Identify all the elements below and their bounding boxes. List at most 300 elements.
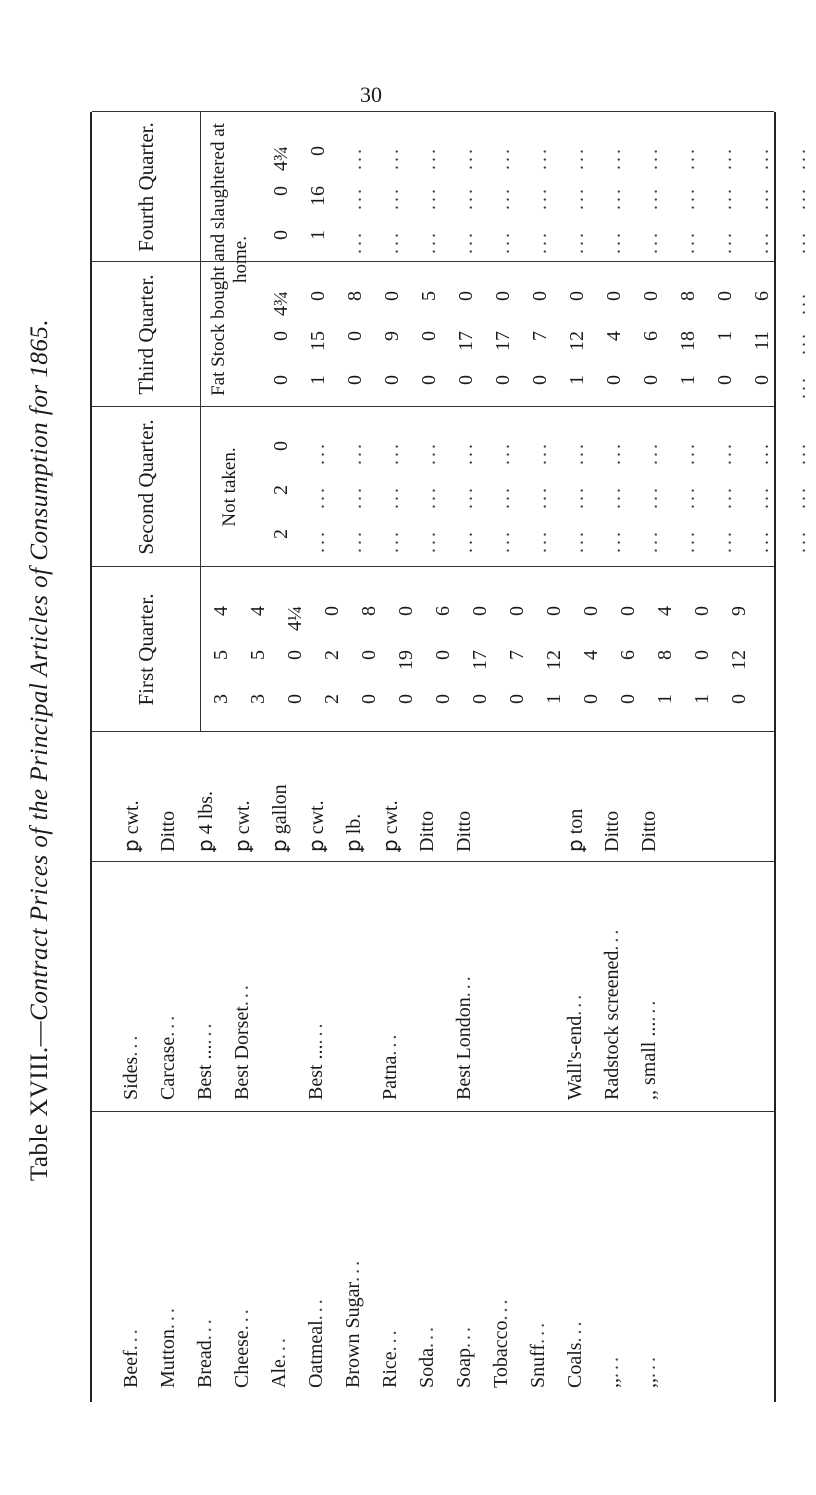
price-s-cell: ... [491,485,514,509]
price-d-cell: 0 [306,146,329,156]
table-row [447,862,481,1112]
price-d-cell: 4 [246,606,269,616]
price-s-cell: 12 [542,650,565,670]
price-s-cell: 19 [394,650,417,670]
table-row [595,862,629,1112]
table-row [597,407,631,567]
table-row [486,262,520,407]
third-quarter-column [92,261,810,407]
price-s-cell: ... [417,186,440,210]
table-row [264,407,298,567]
price-d-cell: 0 [565,291,588,301]
table-row [708,262,742,407]
table-row [114,732,148,862]
table-row [560,262,594,407]
table-row [373,732,407,862]
price-l-cell: 0 [431,694,454,704]
price-table-container [92,112,810,1402]
table-row [447,732,481,862]
first-quarter-column [92,566,774,732]
price-s-cell: 0 [283,650,306,660]
table-row [708,112,742,262]
table-row [558,732,592,862]
price-d-cell: 4¼ [283,606,306,631]
leader-dots: ... [452,973,475,998]
price-l-cell: 0 [394,694,417,704]
price-d-cell: 0 [602,291,625,301]
price-s-cell: ... [602,485,625,509]
table-row [597,112,631,262]
leader-dots: ... [415,1324,438,1348]
price-d-cell: ... [491,146,514,170]
price-l-cell: ... [565,230,588,254]
quality-cell: ,, small ... [637,1021,660,1100]
price-l-cell: ... [454,529,477,553]
price-l-cell: ... [343,529,366,553]
table-row [299,862,333,1112]
price-l-cell: 1 [306,230,329,240]
price-d-cell: 0 [542,606,565,616]
price-d-cell: 4¾ [269,146,292,171]
leader-dots: ... [304,1296,327,1321]
price-s-cell: 9 [380,331,403,341]
fat-stock-note: Fat Stock bought and slaughtered at home. [208,123,251,396]
price-l-cell: ... [491,529,514,553]
table-row [447,1112,481,1402]
price-s-cell: 2 [269,485,292,495]
price-d-cell: 6 [431,606,454,616]
price-s-cell: ... [713,186,736,210]
table-row [225,1112,259,1402]
price-d-cell: ... [454,146,477,170]
price-s-cell: 12 [727,650,750,670]
table-row [264,262,298,407]
price-l-cell: 0 [491,375,514,385]
price-l-cell: 0 [343,375,366,385]
price-d-cell: 0 [690,606,713,616]
table-title-prefix: Table XVIII.— [26,1020,53,1182]
price-l-cell: 1 [690,694,713,704]
price-l-cell: 0 [616,694,639,704]
quality-cell: Best Dorset [230,1006,253,1100]
price-d-cell: 0 [394,606,417,616]
table-row [484,862,518,1112]
table-row [299,732,333,862]
price-d-cell: ... [602,146,625,170]
price-s-cell: 8 [653,650,676,660]
price-s-cell: 16 [306,186,329,206]
leader-dots: ... [563,991,586,1016]
price-d-cell: ... [713,441,736,465]
price-l-cell: 0 [528,375,551,385]
price-d-cell: 4 [209,606,232,616]
price-l-cell: 0 [713,375,736,385]
unit-cell: ꝑ lb. [342,813,365,852]
price-l-cell: ... [565,529,588,553]
price-s-cell: ... [380,485,403,509]
leader-dots: ... [489,1296,512,1321]
table-row [412,262,446,407]
price-l-cell: ... [343,230,366,254]
table-row [595,1112,629,1402]
table-row [301,262,335,407]
table-title-container [20,120,60,1380]
article-cell: Rice [378,1351,401,1388]
table-row [558,1112,592,1402]
price-s-cell: ... [306,485,329,509]
table-row [410,1112,444,1402]
table-row [634,407,668,567]
price-s-cell: ... [528,485,551,509]
price-d-cell: ... [750,146,773,170]
table-row [523,407,557,567]
table-row [745,112,779,262]
table-row [782,112,816,262]
table-row [523,112,557,262]
price-d-cell: 0 [380,291,403,301]
price-s-cell: ... [787,331,810,355]
price-l-cell: 1 [306,375,329,385]
price-l-cell: 1 [542,694,565,704]
unit-cell: Ditto [415,810,438,852]
price-l-cell: 1 [676,375,699,385]
price-l-cell: 0 [505,694,528,704]
table-row [188,1112,222,1402]
price-d-cell: 9 [727,606,750,616]
table-row [449,112,483,262]
table-row [523,262,557,407]
table-row [648,567,682,732]
price-s-cell: 7 [528,331,551,341]
price-d-cell: ... [750,441,773,465]
table-row [560,112,594,262]
price-s-cell: ... [528,186,551,210]
price-l-cell: 0 [380,375,403,385]
table-row [373,1112,407,1402]
unit-cell: Ditto [452,810,475,852]
price-l-cell: ... [602,529,625,553]
table-row [338,112,372,262]
price-s-cell: ... [750,485,773,509]
table-row [597,262,631,407]
table-row [151,1112,185,1402]
quality-cell: Sides [119,1056,142,1100]
article-cell: Brown Sugar [341,1281,364,1388]
unit-column [92,731,774,862]
leader-dots: ... [563,1318,586,1343]
leader-dots: ... [156,1012,179,1037]
article-cell: Beef [119,1350,142,1388]
price-l-cell: ... [713,529,736,553]
leader-dots: ... [156,1305,179,1330]
price-d-cell: ... [454,441,477,465]
price-d-cell: 6 [750,291,773,301]
price-d-cell: ... [565,146,588,170]
price-table [90,112,810,1402]
price-s-cell: ... [787,485,810,509]
price-l-cell: ... [750,230,773,254]
price-s-cell: 0 [417,331,440,341]
table-row [352,567,386,732]
price-d-cell: 4 [653,606,676,616]
price-d-cell: 0 [528,291,551,301]
table-row [151,862,185,1112]
price-l-cell: ... [417,230,440,254]
price-l-cell: 0 [283,694,306,704]
page-number: 30 [360,82,382,107]
article-column [92,1111,774,1402]
price-l-cell: 0 [579,694,602,704]
table-row [375,262,409,407]
table-row [299,1112,333,1402]
price-s-cell: ... [639,485,662,509]
price-d-cell: ... [343,146,366,170]
table-row [278,567,312,732]
quality-cell: Radstock screened [600,950,623,1100]
price-s-cell: ... [565,485,588,509]
table-row [114,1112,148,1402]
price-l-cell: ... [639,529,662,553]
price-l-cell: ... [787,375,810,399]
price-l-cell: ... [787,529,810,553]
table-title-italic: Contract Prices of the Principal Articles of Consumption for 1865. [26,318,53,1021]
price-l-cell: 0 [454,375,477,385]
table-row [521,862,555,1112]
table-row [336,862,370,1112]
table-row [558,862,592,1112]
table-row [262,732,296,862]
table-row [114,862,148,1112]
table-row [410,862,444,1112]
article-cell: Soap [452,1348,475,1388]
leader-dots: ... [637,997,660,1022]
table-row [500,567,534,732]
unit-cell: Ditto [156,810,179,852]
fourth-quarter-column [92,111,810,262]
leader-dots: ... [304,1020,327,1045]
article-cell: Ale [267,1359,290,1388]
second-quarter-header: Second Quarter. [92,407,201,567]
table-row [338,262,372,407]
first-quarter-header: First Quarter. [92,567,201,732]
price-l-cell: 2 [269,529,292,539]
article-cell: Cheese [230,1330,253,1388]
table-row [632,1112,666,1402]
price-d-cell: 0 [269,441,292,451]
leader-dots: ... [378,1327,401,1352]
table-row [708,407,742,567]
leader-dots: ... [452,1324,475,1348]
price-d-cell: 0 [616,606,639,616]
price-d-cell: 0 [491,291,514,301]
price-l-cell: ... [380,529,403,553]
price-s-cell: 2 [320,650,343,660]
table-row [262,1112,296,1402]
price-s-cell: ... [343,186,366,210]
table-row [373,862,407,1112]
price-d-cell: 0 [579,606,602,616]
table-row [449,407,483,567]
price-l-cell: 0 [269,375,292,385]
price-l-cell: ... [528,230,551,254]
price-s-cell: 18 [676,331,699,351]
price-d-cell: ... [380,441,403,465]
table-row [521,732,555,862]
leader-dots: ... [378,1031,401,1056]
table-row [412,112,446,262]
price-s-cell: ... [454,485,477,509]
price-d-cell: 0 [713,291,736,301]
price-d-cell: ... [676,441,699,465]
price-l-cell: 3 [209,694,232,704]
price-d-cell: 0 [306,291,329,301]
price-d-cell: ... [787,441,810,465]
table-row [634,262,668,407]
price-s-cell: 1 [713,331,736,341]
price-s-cell: ... [454,186,477,210]
table-row [188,862,222,1112]
price-l-cell: ... [380,230,403,254]
price-l-cell: ... [417,529,440,553]
table-row [671,262,705,407]
price-l-cell: ... [491,230,514,254]
price-l-cell: 3 [246,694,269,704]
table-row [225,862,259,1112]
price-s-cell: ... [417,485,440,509]
table-row [301,407,335,567]
price-d-cell: 0 [454,291,477,301]
price-d-cell: ... [343,441,366,465]
table-row [301,112,335,262]
table-row [151,732,185,862]
price-d-cell: ... [676,146,699,170]
price-d-cell: ... [787,146,810,170]
price-l-cell: 0 [727,694,750,704]
price-l-cell: 0 [602,375,625,385]
table-title [26,120,54,1380]
table-row [685,567,719,732]
table-row [722,567,756,732]
leader-dots: ... [526,1319,549,1344]
price-s-cell: ... [713,485,736,509]
price-s-cell: 17 [468,650,491,670]
price-d-cell: ... [528,441,551,465]
price-s-cell: ... [602,186,625,210]
leader-dots: ... [119,1032,142,1057]
unit-cell: ꝑ cwt. [305,800,328,852]
price-s-cell: 6 [616,650,639,660]
price-d-cell: 0 [505,606,528,616]
price-s-cell: 17 [454,331,477,351]
table-row [426,567,460,732]
price-s-cell: ... [676,186,699,210]
table-row [336,1112,370,1402]
table-row [560,407,594,567]
price-l-cell: ... [306,529,329,553]
price-s-cell: 0 [269,331,292,341]
price-s-cell: ... [787,186,810,210]
price-l-cell: 0 [357,694,380,704]
price-s-cell: 17 [491,331,514,351]
price-l-cell: 0 [269,230,292,240]
leader-dots: ... [230,982,253,1007]
quality-cell: Wall's-end [563,1015,586,1100]
table-row [484,732,518,862]
price-d-cell: 8 [343,291,366,301]
price-l-cell: 0 [639,375,662,385]
table-row [782,407,816,567]
price-l-cell: 0 [750,375,773,385]
price-d-cell: 5 [417,291,440,301]
table-row [671,112,705,262]
price-d-cell: ... [306,441,329,465]
price-l-cell: ... [528,529,551,553]
price-d-cell: 8 [357,606,380,616]
article-cell: Snuff [526,1343,549,1388]
quality-cell: Patna [378,1055,401,1100]
quality-column [92,861,774,1112]
price-l-cell: 1 [565,375,588,385]
price-l-cell: 2 [320,694,343,704]
price-d-cell: 4¾ [269,291,292,316]
table-row [486,112,520,262]
table-row [338,407,372,567]
price-s-cell: ... [491,186,514,210]
price-l-cell: 0 [468,694,491,704]
article-cell: Tobacco [489,1320,512,1388]
price-l-cell: ... [676,529,699,553]
leader-dots: ... [600,926,623,951]
price-d-cell: ... [380,146,403,170]
leader-dots: ... [193,1020,216,1045]
leader-dots: ... [341,1257,364,1282]
price-d-cell: ... [491,441,514,465]
table-row [262,862,296,1112]
third-quarter-header: Third Quarter. [92,262,201,407]
table-row [463,567,497,732]
price-s-cell: 5 [209,650,232,660]
quality-cell: Best London [452,997,475,1100]
article-cell: ,, [637,1378,660,1388]
table-row [574,567,608,732]
leader-dots: ... [230,1306,253,1331]
table-row [595,732,629,862]
leader-dots: ... [193,1316,216,1341]
unit-cell: ꝑ cwt. [231,800,254,852]
price-s-cell: 4 [579,650,602,660]
table-row [188,732,222,862]
article-cell: Soda [415,1348,438,1388]
table-row [632,732,666,862]
price-l-cell: ... [639,230,662,254]
price-s-cell: 7 [505,650,528,660]
quality-cell: Carcase [156,1036,179,1100]
price-s-cell: 12 [565,331,588,351]
article-cell: ,, [600,1378,623,1388]
price-s-cell: 11 [750,331,773,351]
price-d-cell: ... [713,146,736,170]
table-row [745,407,779,567]
price-s-cell: ... [380,186,403,210]
price-d-cell: ... [602,441,625,465]
table-row [389,567,423,732]
leader-dots: ... [637,1354,660,1378]
table-row [611,567,645,732]
price-s-cell: 0 [357,650,380,660]
article-cell: Oatmeal [304,1320,327,1388]
price-l-cell: ... [787,230,810,254]
price-s-cell: 6 [639,331,662,341]
